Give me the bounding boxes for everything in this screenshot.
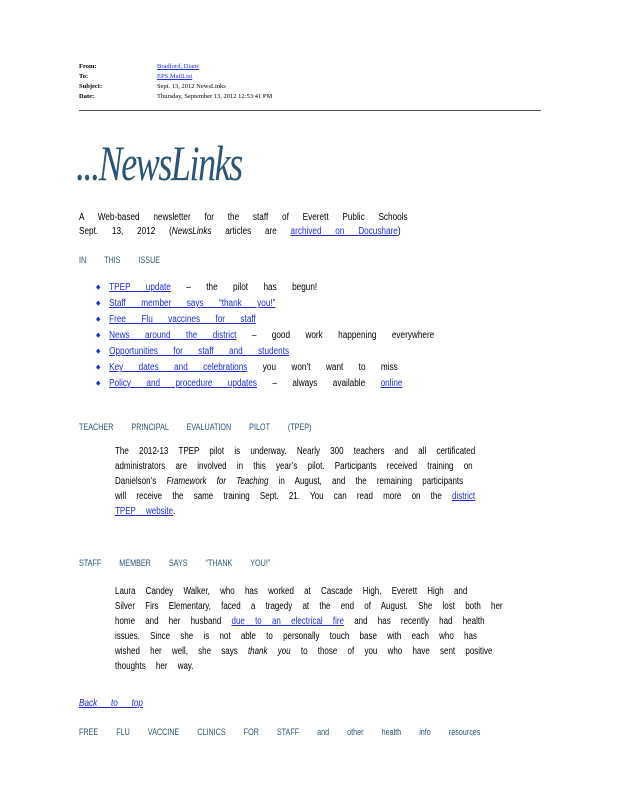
issue-contents-list — [96, 280, 509, 392]
to-label: To: — [79, 73, 89, 80]
intro-line-2: Sept. 13, 2012 (NewsLinks articles are archived on Docushare) — [79, 226, 401, 237]
intro-line-1: A Web-based newsletter for the staff of Everett Public Schools — [79, 212, 408, 223]
bullet-icon: ◆ — [96, 332, 101, 339]
list-item — [96, 296, 434, 312]
bullet-icon: ◆ — [96, 300, 101, 307]
to-value[interactable]: EPS.MailList — [157, 73, 193, 80]
policy-online-link[interactable]: online — [380, 378, 403, 389]
from-label: From: — [79, 63, 97, 70]
bullet-icon: ◆ — [96, 316, 101, 323]
list-item — [96, 344, 434, 360]
docushare-archive-link[interactable]: archived on Docushare — [290, 226, 398, 237]
district-tpep-link[interactable]: district — [452, 491, 476, 502]
bullet-icon: ◆ — [96, 364, 101, 371]
subject-label: Subject: — [79, 83, 103, 90]
flu-clinics-heading: FREE FLU VACCINE CLINICS FOR STAFF and other health info resources — [79, 727, 481, 737]
tpep-website-link[interactable]: TPEP website — [115, 506, 174, 517]
header-divider — [79, 110, 541, 111]
toc-link-news[interactable]: News around the district — [109, 330, 237, 341]
toc-link-key-dates[interactable]: Key dates and celebrations — [109, 362, 248, 373]
staff-thanks-heading: STAFF MEMBER SAYS “THANK YOU!” — [79, 558, 271, 568]
tpep-article: The 2012-13 TPEP pilot is underway. Nearly 300 teachers and all certificated administrators are involved in this year’s pilot. Participants received training on Danielson’s Framework for Teaching in August, and the remaining participants will receive the same training Sept. 21. You can read more on the district TPEP website. — [115, 446, 476, 517]
back-to-top-link[interactable]: Back to top — [79, 698, 143, 709]
list-item: ◆ Policy and procedure updates – always available online — [96, 376, 434, 392]
date-label: Date: — [79, 93, 95, 100]
tpep-heading: TEACHER PRINCIPAL EVALUATION PILOT (TPEP) — [79, 422, 312, 432]
list-item — [96, 312, 434, 328]
bullet-icon: ◆ — [96, 348, 101, 355]
staff-thanks-article: Laura Candey Walker, who has worked at Cascade High, Everett High and Silver Firs Elementary, faced a tragedy at the end of August. She lost both her home and her husband due to an electrical fire and has recently had health issues. Since she is not able to personally touch base with each who has wished her well, she says thank you to those of you who have sent positive thoughts her way. — [115, 586, 503, 672]
electrical-fire-link[interactable]: due to an electrical fire — [231, 616, 345, 627]
toc-link-tpep[interactable]: TPEP update — [109, 282, 171, 293]
subject-value: Sept. 13, 2012 NewsLinks — [157, 83, 226, 90]
list-item: ◆ News around the district – good work happening everywhere — [96, 328, 434, 344]
list-item: ◆ Key dates and celebrations you won’t want to miss — [96, 360, 434, 376]
toc-link-opportunities[interactable]: Opportunities for staff and students — [109, 346, 290, 357]
from-value[interactable]: Bradford, Diane — [157, 63, 200, 70]
email-header — [79, 62, 549, 102]
list-item: ◆ TPEP update – the pilot has begun! — [96, 280, 434, 296]
toc-link-policy[interactable]: Policy and procedure updates — [109, 378, 257, 389]
toc-link-staff-thanks[interactable]: Staff member says “thank you!” — [109, 298, 276, 309]
toc-link-flu[interactable]: Free Flu vaccines for staff — [109, 314, 256, 325]
newsletter-masthead: ...NewsLinks — [76, 135, 242, 191]
in-this-issue-heading: IN THIS ISSUE — [79, 255, 161, 265]
bullet-icon: ◆ — [96, 380, 101, 387]
date-value: Thursday, September 13, 2012 12:53:41 PM — [157, 93, 273, 100]
bullet-icon: ◆ — [96, 284, 101, 291]
